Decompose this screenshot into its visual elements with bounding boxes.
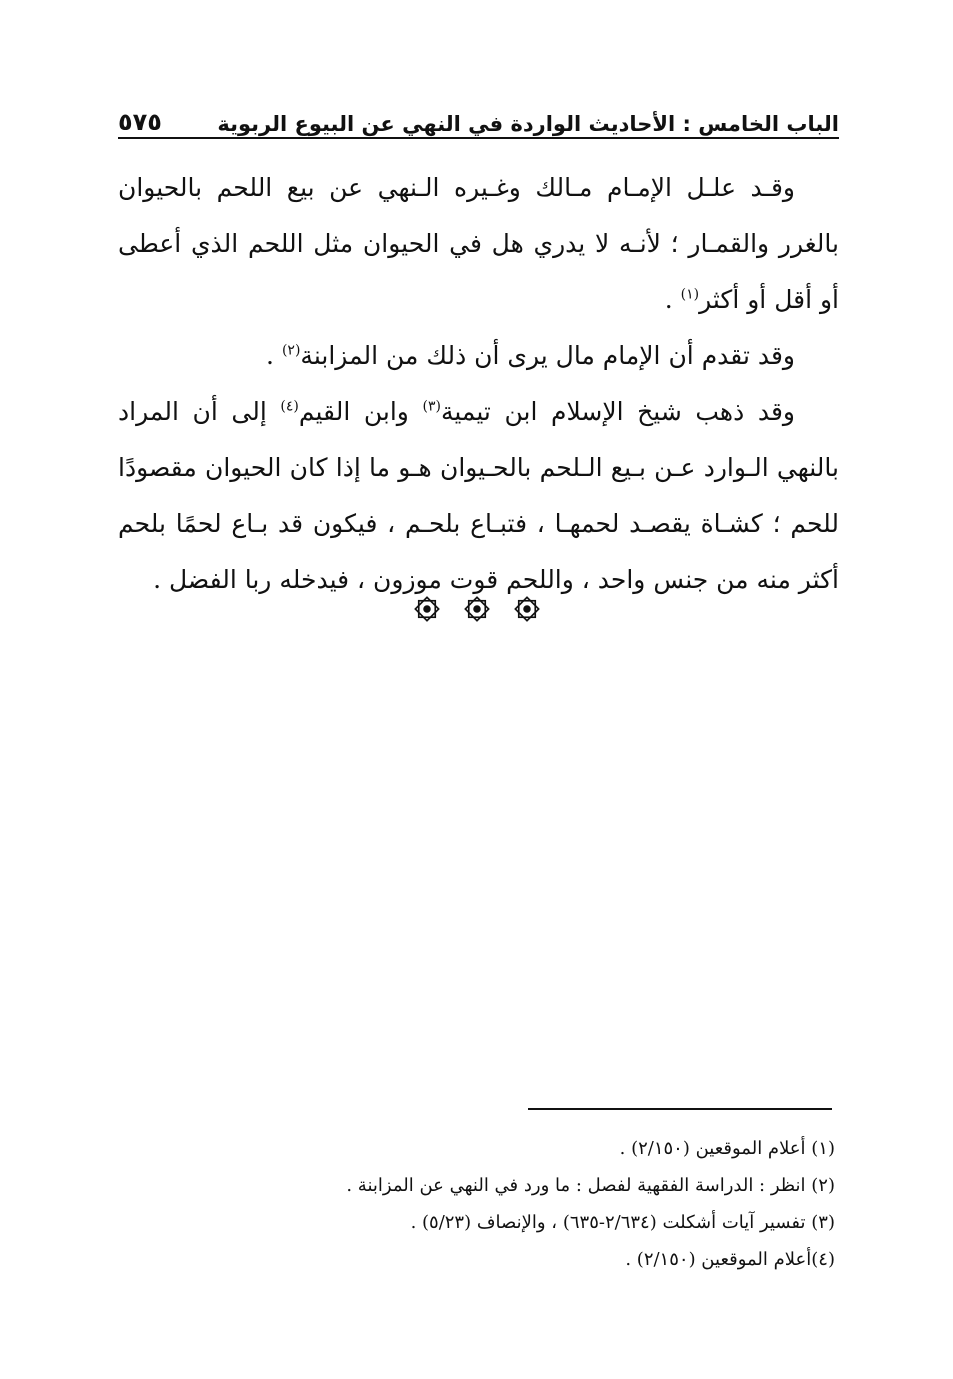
paragraph-3: [118, 384, 839, 608]
eight-point-star-icon: [462, 594, 492, 624]
footnote-1: (١) أعلام الموقعين (٢/١٥٠) .: [619, 1138, 835, 1159]
eight-point-star-icon: [512, 594, 542, 624]
footnote-3: (٣) تفسير آيات أشكلت (٢/٦٣٤-٦٣٥) ، والإنصاف (٥/٢٣) .: [410, 1212, 835, 1233]
eight-point-star-icon: [412, 594, 442, 624]
paragraph-3-part-1: وقد ذهب شيخ الإسلام ابن تيمية: [440, 397, 795, 426]
footnote-ref-4: (٤): [280, 398, 299, 415]
section-end-ornaments: [0, 594, 953, 624]
footnotes: [118, 1130, 835, 1278]
footnote-2: (٢) انظر : الدراسة الفقهية لفصل : ما ورد في النهي عن المزابنة .: [346, 1175, 835, 1196]
header-divider: [118, 137, 839, 139]
main-text: [118, 160, 839, 608]
footnote-ref-3: (٣): [422, 398, 441, 415]
footnote-4: (٤)أعلام الموقعين (٢/١٥٠) .: [625, 1249, 835, 1270]
paragraph-2: [118, 328, 839, 384]
paragraph-3-part-2: وابن القيم: [298, 397, 423, 426]
paragraph-2-text: وقد تقدم أن الإمام مال يرى أن ذلك من المزابنة: [300, 341, 795, 370]
paragraph-2-end: .: [266, 341, 282, 370]
paragraph-1-end: .: [664, 285, 681, 314]
paragraph-1-text: وقـد علـل الإمـام مـالك وغـيره الـنهي عن بيع اللحم بالحيوان بالغرر والقمـار ؛ لأنـه لا يدري هل في الحيوان مثل اللحم الذي أعطى أو أقل أو أكثر: [118, 173, 839, 314]
paragraph-3-part-3: إلى أن المراد بالنهي الـوارد عـن بـيع الـلحم بالحـيوان هـو ما إذا كان الحيوان مقصودًا للحم ؛ كشـاة يقصـد لحمهـا ، فتبـاع بلحـم ، فيكون قد بـاع لحمًا بلحم أكثر منه من جنس واحد ، واللحم قوت موزون ، فيدخله ربا الفضل .: [118, 397, 839, 594]
running-header: [118, 100, 839, 136]
chapter-title: الباب الخامس : الأحاديث الواردة في النهي عن البيوع الربوية: [217, 112, 839, 136]
footnote-ref-1: (١): [680, 286, 700, 303]
footnote-divider: [528, 1108, 832, 1110]
footnote-ref-2: (٢): [281, 342, 301, 359]
page-number: ٥٧٥: [118, 108, 162, 136]
paragraph-1: [118, 160, 839, 328]
